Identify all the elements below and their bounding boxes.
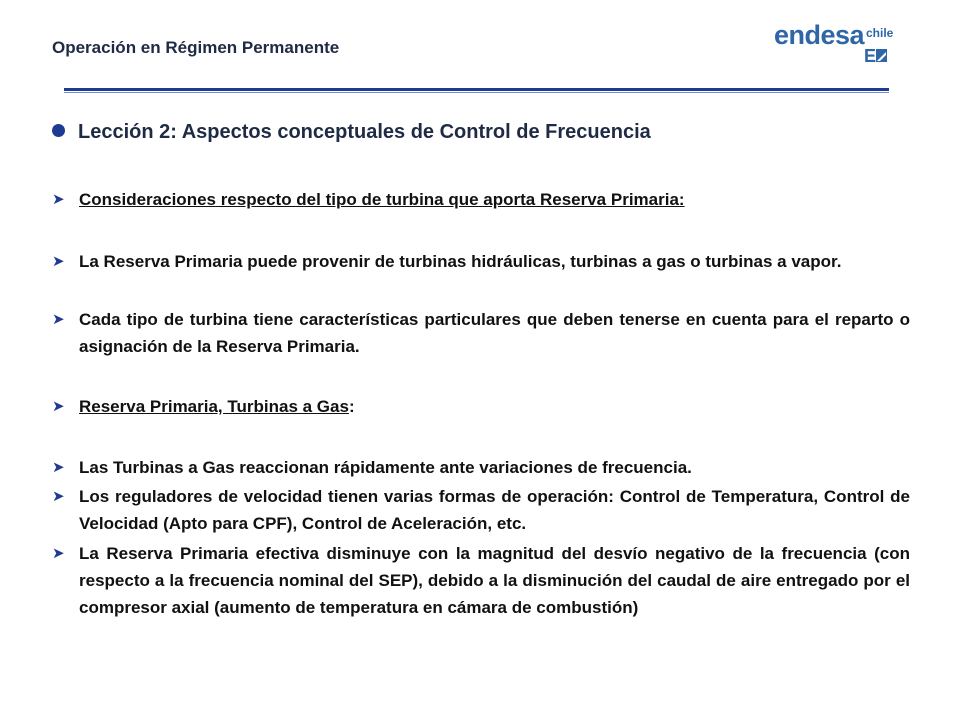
- bullet-item-5: [52, 454, 910, 481]
- endesa-emblem-icon: [864, 46, 888, 64]
- bullet-text: Los reguladores de velocidad tienen varias formas de operación: Control de Temperatura, Control de Velocidad (Apto para CPF), Control de Aceleración, etc.: [79, 487, 910, 533]
- arrow-bullet-icon: ➤: [52, 311, 65, 328]
- bullet-text: Las Turbinas a Gas reaccionan rápidamente ante variaciones de frecuencia.: [79, 458, 692, 477]
- logo-wordmark: endesa: [774, 20, 865, 50]
- bullet-item-4: [52, 393, 910, 420]
- bullet-item-1: [52, 186, 910, 213]
- arrow-bullet-icon: ➤: [52, 545, 65, 562]
- bullet-text-underlined: Reserva Primaria, Turbinas a Gas: [79, 397, 349, 416]
- bullet-text: [79, 393, 910, 420]
- lesson-heading: [52, 121, 902, 144]
- bullet-text: Cada tipo de turbina tiene características particulares que deben tenerse en cuenta para el reparto o asignación de la Reserva Primaria.: [79, 310, 910, 356]
- bullet-text: La Reserva Primaria efectiva disminuye con la magnitud del desvío negativo de la frecuencia (con respecto a la frecuencia nominal del SEP), debido a la disminución del caudal de aire entregado por el compresor axial (aumento de temperatura en cámara de combustión): [79, 544, 910, 617]
- arrow-bullet-icon: ➤: [52, 459, 65, 476]
- arrow-bullet-icon: ➤: [52, 398, 65, 415]
- endesa-chile-logo: [774, 20, 894, 70]
- bullet-item-7: [52, 540, 910, 621]
- arrow-bullet-icon: ➤: [52, 488, 65, 505]
- bullet-text-suffix: :: [348, 397, 355, 416]
- header-divider: [64, 88, 889, 94]
- logo-subtitle: chile: [866, 26, 894, 40]
- header-divider-thin: [64, 92, 889, 93]
- slide-header-title: Operación en Régimen Permanente: [52, 38, 340, 57]
- bullet-text: La Reserva Primaria puede provenir de turbinas hidráulicas, turbinas a gas o turbinas a vapor.: [79, 252, 842, 271]
- arrow-bullet-icon: ➤: [52, 253, 65, 270]
- bullet-text: Consideraciones respecto del tipo de turbina que aporta Reserva Primaria:: [79, 190, 685, 209]
- bullet-dot-icon: [52, 124, 65, 137]
- svg-text:E: E: [864, 46, 877, 64]
- bullet-item-2: [52, 248, 910, 275]
- header-divider-thick: [64, 88, 889, 91]
- bullet-item-3: [52, 306, 910, 360]
- bullet-item-6: [52, 483, 910, 537]
- arrow-bullet-icon: ➤: [52, 191, 65, 208]
- lesson-title: Lección 2: Aspectos conceptuales de Control de Frecuencia: [78, 121, 651, 143]
